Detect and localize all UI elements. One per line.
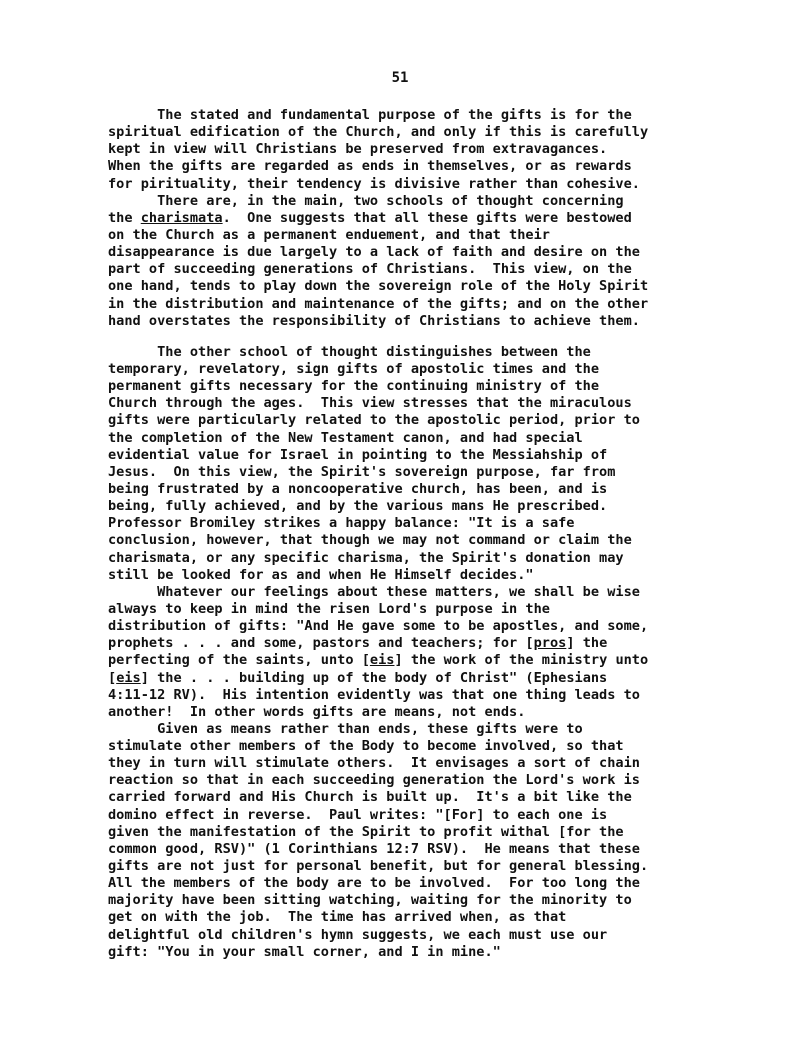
text-segment: being, fully achieved, and by the various mans He prescribed. [108,498,608,515]
text-line [108,395,688,412]
text-line [108,807,688,824]
text-line [108,141,688,158]
text-line [108,824,688,841]
text-line [108,789,688,806]
text-segment: delightful old children's hymn suggests, we each must use our [108,926,608,943]
text-segment: Jesus. On this view, the Spirit's sovereign purpose, far from [108,463,616,480]
text-line [108,158,688,175]
text-line [108,278,688,295]
text-line [108,635,688,652]
paragraph-gap [108,330,688,344]
text-segment: kept in view will Christians be preserved from extravagances. [108,141,608,158]
text-segment: distribution of gifts: "And He gave some to be apostles, and some, [108,618,649,635]
text-segment: still be looked for as and when He Himself decides." [108,566,534,583]
text-segment: conclusion, however, that though we may not command or claim the [108,532,632,549]
text-segment: given the manifestation of the Spirit to profit withal [for the [108,823,624,840]
text-segment: reaction so that in each succeeding generation the Lord's work is [108,772,640,789]
text-segment: Given as means rather than ends, these gifts were to [108,720,583,737]
text-segment: Professor Bromiley strikes a happy balance: "It is a safe [108,515,575,532]
body-text [108,107,688,961]
text-line [108,652,688,669]
text-segment: in the distribution and maintenance of the gifts; and on the other [108,295,649,312]
underlined-word: pros [533,635,567,652]
text-segment: There are, in the main, two schools of thought concerning [108,192,624,209]
text-line [108,107,688,124]
text-segment: on the Church as a permanent enduement, and that their [108,226,550,243]
text-segment: the completion of the New Testament canon, and had special [108,429,583,446]
text-line [108,721,688,738]
underlined-word: charismata [140,209,223,226]
text-line [108,176,688,193]
text-segment: When the gifts are regarded as ends in themselves, or as rewards [108,158,632,175]
text-segment: get on with the job. The time has arrived when, as that [108,909,567,926]
text-segment: prophets . . . and some, pastors and teachers; for [ [108,635,534,652]
text-segment: part of succeeding generations of Christians. This view, on the [108,261,632,278]
text-line [108,124,688,141]
text-line [108,687,688,704]
page-number: 51 [391,70,409,86]
text-line [108,601,688,618]
text-line [108,738,688,755]
text-segment: carried forward and His Church is built up. It's a bit like the [108,789,632,806]
text-line [108,498,688,515]
text-segment: the [108,209,141,226]
text-segment: The stated and fundamental purpose of the gifts is for the [108,107,632,123]
text-line [108,944,688,961]
text-segment: one hand, tends to play down the sovereign role of the Holy Spirit [108,278,649,295]
text-segment: permanent gifts necessary for the continuing ministry of the [108,378,600,395]
text-line [108,378,688,395]
text-line [108,515,688,532]
text-line [108,618,688,635]
text-line [108,927,688,944]
text-segment: 4:11-12 RV). His intention evidently was that one thing leads to [108,686,640,703]
text-line [108,430,688,447]
text-segment: temporary, revelatory, sign gifts of apostolic times and the [108,360,600,377]
text-line [108,584,688,601]
text-segment: ] the work of the ministry unto [394,652,649,669]
text-line [108,244,688,261]
text-line [108,227,688,244]
text-line [108,532,688,549]
text-line [108,193,688,210]
text-segment: Church through the ages. This view stresses that the miraculous [108,395,632,412]
text-line [108,892,688,909]
text-segment: majority have been sitting watching, waiting for the minority to [108,892,632,909]
text-segment: stimulate other members of the Body to become involved, so that [108,738,624,755]
text-segment: being frustrated by a noncooperative church, has been, and is [108,480,608,497]
text-segment: gifts were particularly related to the apostolic period, prior to [108,412,640,429]
text-line [108,704,688,721]
text-segment: domino effect in reverse. Paul writes: "[For] to each one is [108,806,608,823]
text-segment: All the members of the body are to be involved. For too long the [108,875,640,892]
text-line [108,875,688,892]
text-line [108,361,688,378]
text-segment: another! In other words gifts are means, not ends. [108,703,526,720]
text-line [108,567,688,584]
text-line [108,464,688,481]
underlined-word: eis [116,669,141,686]
text-line [108,841,688,858]
text-segment: . One suggests that all these gifts were bestowed [222,209,632,226]
text-segment: ] the . . . building up of the body of Christ" (Ephesians [140,669,608,686]
text-line [108,481,688,498]
text-segment: hand overstates the responsibility of Christians to achieve them. [108,312,640,329]
text-segment: for pirituality, their tendency is divisive rather than cohesive. [108,175,640,192]
text-line [108,858,688,875]
text-segment: always to keep in mind the risen Lord's purpose in the [108,600,550,617]
text-line [108,261,688,278]
text-segment: gift: "You in your small corner, and I in mine." [108,943,501,960]
text-segment: ] the [566,635,608,652]
text-segment: they in turn will stimulate others. It envisages a sort of chain [108,755,640,772]
underlined-word: eis [369,652,395,669]
text-segment: disappearance is due largely to a lack of faith and desire on the [108,244,640,261]
text-segment: evidential value for Israel in pointing to the Messiahship of [108,446,608,463]
text-line [108,550,688,567]
text-line [108,755,688,772]
text-line [108,210,688,227]
text-segment: spiritual edification of the Church, and only if this is carefully [108,124,649,141]
text-segment: charismata, or any specific charisma, the Spirit's donation may [108,549,624,566]
text-line [108,772,688,789]
text-line [108,344,688,361]
text-line [108,909,688,926]
text-segment: Whatever our feelings about these matters, we shall be wise [108,583,640,600]
text-line [108,412,688,429]
text-segment: The other school of thought distinguishes between the [108,343,591,360]
text-line [108,296,688,313]
text-segment: [ [108,669,117,686]
text-line [108,313,688,330]
text-line [108,670,688,687]
text-line [108,447,688,464]
text-segment: gifts are not just for personal benefit, but for general blessing. [108,858,649,875]
text-segment: common good, RSV)" (1 Corinthians 12:7 RSV). He means that these [108,840,640,857]
text-segment: perfecting of the saints, unto [ [108,652,370,669]
